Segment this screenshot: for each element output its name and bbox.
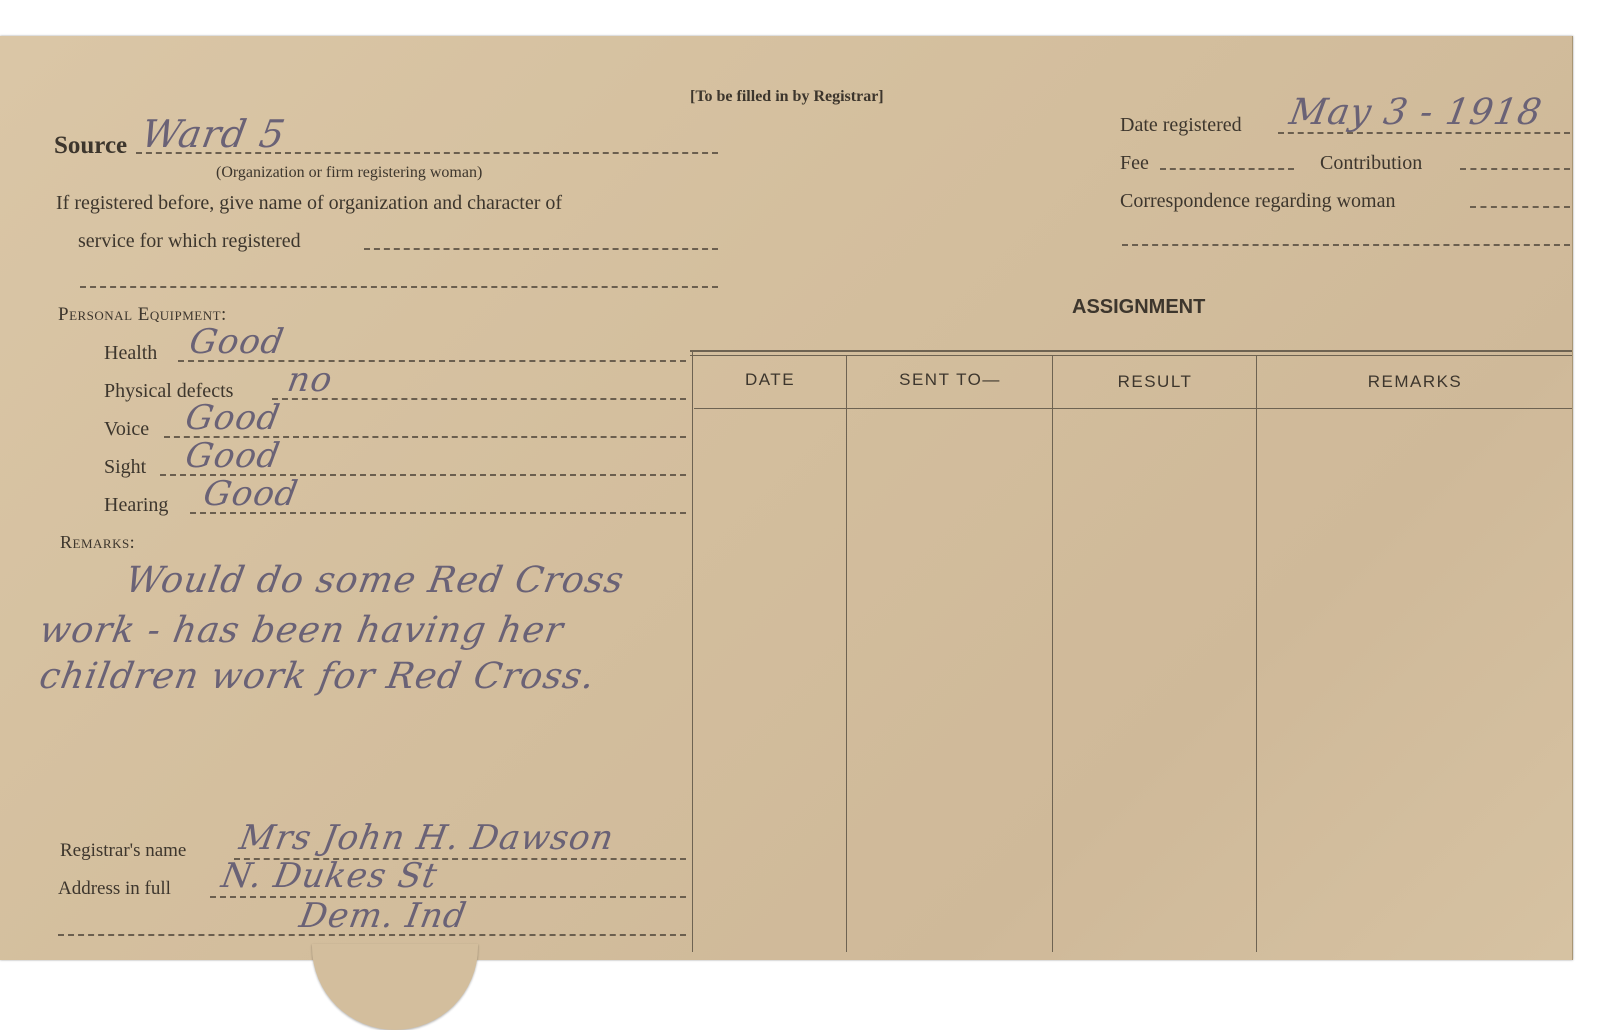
table-divider-3 [1256,356,1257,952]
source-value: Ward 5 [138,112,290,156]
sight-value: Good [182,436,284,476]
contribution-line [1460,168,1570,170]
source-line [136,152,718,154]
table-top-rule-inner [690,355,1572,356]
table-top-rule [690,350,1572,352]
voice-value: Good [182,398,284,438]
voice-label: Voice [104,418,150,440]
hearing-value: Good [200,474,302,514]
assignment-title: ASSIGNMENT [1072,296,1206,318]
previous-line-2: service for which registered [78,230,301,252]
health-value: Good [186,322,288,362]
remarks-line-1: Would do some Red Cross [122,560,628,601]
previous-line-1: If registered before, give name of organization and character of [56,192,563,214]
hearing-line [190,512,686,514]
table-divider-2 [1052,356,1053,952]
correspondence-label: Correspondence regarding woman [1120,190,1396,212]
hearing-label: Hearing [104,494,169,516]
date-registered-value: May 3 - 1918 [1286,92,1546,133]
table-divider-1 [846,356,847,952]
remarks-line-3: children work for Red Cross. [36,656,599,697]
table-header-rule [694,408,1572,409]
registrar-note: [To be filled in by Registrar] [690,88,884,105]
fee-label: Fee [1120,152,1149,174]
previous-fill-line [364,248,718,250]
source-caption: (Organization or firm registering woman) [216,164,483,181]
col-sent-to: SENT TO— [899,370,1001,389]
source-label: Source [54,132,128,159]
physical-defects-line [272,398,686,400]
remarks-heading: Remarks: [60,532,136,552]
correspondence-extra-line [1122,244,1570,246]
registrar-name-value: Mrs John H. Dawson [236,818,618,858]
fee-line [1160,168,1294,170]
correspondence-line [1470,206,1570,208]
health-label: Health [104,342,158,364]
col-date: DATE [744,370,796,389]
address-line-2 [58,934,686,936]
physical-defects-label: Physical defects [104,380,234,402]
address-value-2: Dem. Ind [296,896,470,936]
equipment-heading: Personal Equipment: [58,304,227,325]
card-tab [312,944,478,1030]
registrar-name-label: Registrar's name [60,840,187,861]
col-result: RESULT [1117,372,1193,391]
health-line [178,360,686,362]
address-label: Address in full [58,878,171,899]
table-left-border [692,350,693,952]
col-remarks: REMARKS [1367,372,1463,391]
date-line [1278,132,1570,134]
address-value-1: N. Dukes St [218,856,441,896]
previous-extra-line [80,286,718,288]
physical-defects-value: no [284,360,336,400]
sight-label: Sight [104,456,147,478]
remarks-line-2: work - has been having her [36,610,567,651]
contribution-label: Contribution [1320,152,1423,174]
date-registered-label: Date registered [1120,114,1242,136]
